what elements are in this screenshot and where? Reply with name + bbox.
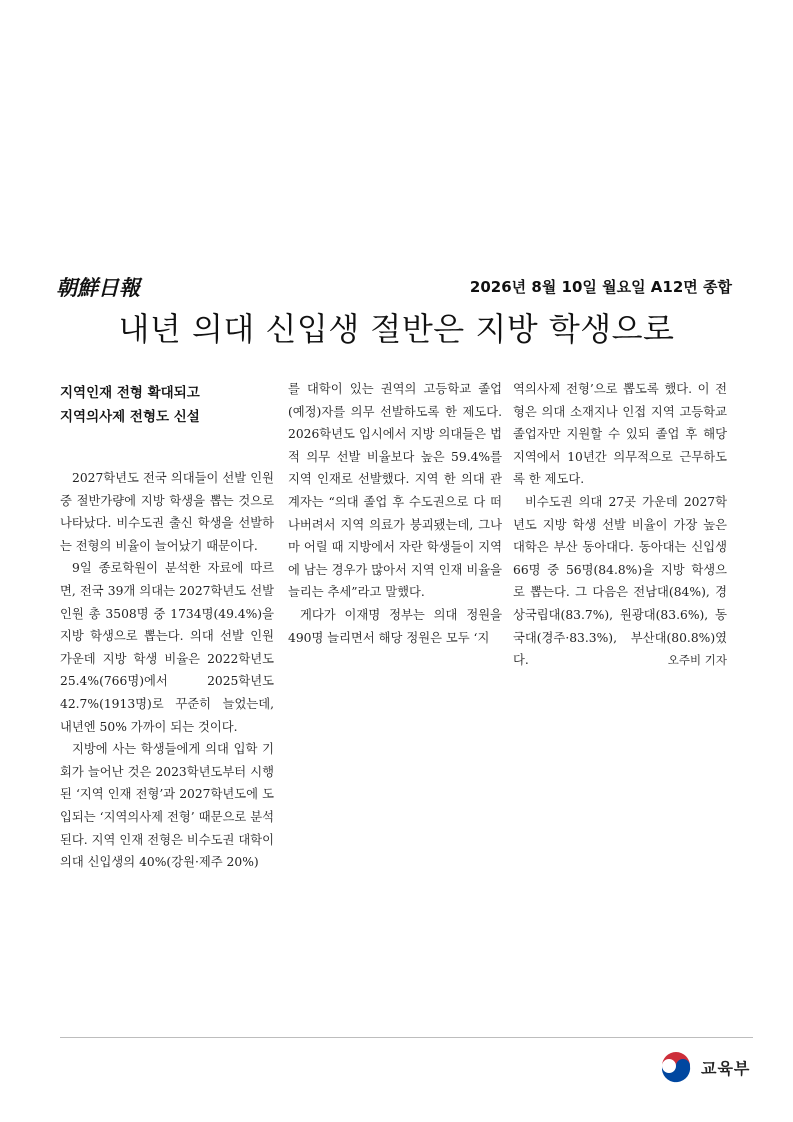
newspaper-logo: 朝鮮日報 <box>56 275 140 300</box>
article-paragraph: 지방에 사는 학생들에게 의대 입학 기회가 늘어난 것은 2023학년도부터 시행된 ‘지역 인재 전형’과 2027학년도에 도입되는 ‘지역의사제 전형’ 때문으로 분석된다. 지역 인재 전형은 비수도권 대학이 의대 신입생의 40%(강원·제주 20%) <box>60 742 274 870</box>
ministry-name: 교육부 <box>701 1059 751 1078</box>
article-column-2 <box>288 378 502 649</box>
subheadline-line-2: 지역의사제 전형도 신설 <box>60 409 200 425</box>
dateline: 2026년 8월 10일 월요일 A12면 종합 <box>469 278 732 296</box>
subheadline <box>60 381 274 429</box>
article-paragraph: 비수도권 의대 27곳 가운데 2027학년도 지방 학생 선발 비율이 가장 높은 대학은 부산 동아대다. 동아대는 신입생 66명 중 56명(84.8%)을 지방 학생으로 뽑는다. 그 다음은 전남대(84%), 경상국립대(83.7%), 원광대(83.6%), 동국대(경주·83.3%), 부산대(80.8%)였다. <box>513 494 727 668</box>
ministry-logo <box>658 1048 758 1088</box>
byline: 오주비 기자 <box>667 653 727 668</box>
subheadline-line-1: 지역인재 전형 확대되고 <box>60 385 200 401</box>
masthead <box>56 272 732 302</box>
article-paragraph: 게다가 이재명 정부는 의대 정원을 490명 늘리면서 해당 정원은 모두 ‘지 <box>288 607 502 645</box>
taegeuk-emblem-icon <box>658 1050 694 1086</box>
article-paragraph: 9일 종로학원이 분석한 자료에 따르면, 전국 39개 의대는 2027학년도 선발 인원 총 3508명 중 1734명(49.4%)을 지방 학생으로 뽑는다. 의대 선발 인원 가운데 지방 학생 비율은 2022학년도 25.4%(766명)에서 2025학년도 42.7%(1913명)로 꾸준히 늘었는데, 내년엔 50% 가까이 되는 것이다. <box>60 561 274 734</box>
article-column-3 <box>513 378 727 672</box>
article-paragraph: 역의사제 전형’으로 뽑도록 했다. 이 전형은 의대 소재지나 인접 지역 고등학교 졸업자만 지원할 수 있되 졸업 후 해당 지역에서 10년간 의무적으로 근무하도록 한 제도다. <box>513 382 727 487</box>
article-column-1 <box>60 378 274 874</box>
headline: 내년 의대 신입생 절반은 지방 학생으로 <box>118 310 675 348</box>
article-paragraph: 2027학년도 전국 의대들이 선발 인원 중 절반가량에 지방 학생을 뽑는 것으로 나타났다. 비수도권 출신 학생을 선발하는 전형의 비율이 늘어났기 때문이다. <box>60 471 274 553</box>
article-paragraph: 를 대학이 있는 권역의 고등학교 졸업(예정)자를 의무 선발하도록 한 제도다. 2026학년도 입시에서 지방 의대들은 법적 의무 선발 비율보다 높은 59.4%를 지역 인재로 선발했다. 지역 한 의대 관계자는 “의대 졸업 후 수도권으로 다 떠나버려서 지역 의료가 붕괴됐는데, 그나마 어릴 때 지방에서 자란 학생들이 지역에 남는 경우가 많아서 지역 인재 비율을 늘리는 추세”라고 말했다. <box>288 382 502 600</box>
footer-divider <box>60 1037 753 1038</box>
